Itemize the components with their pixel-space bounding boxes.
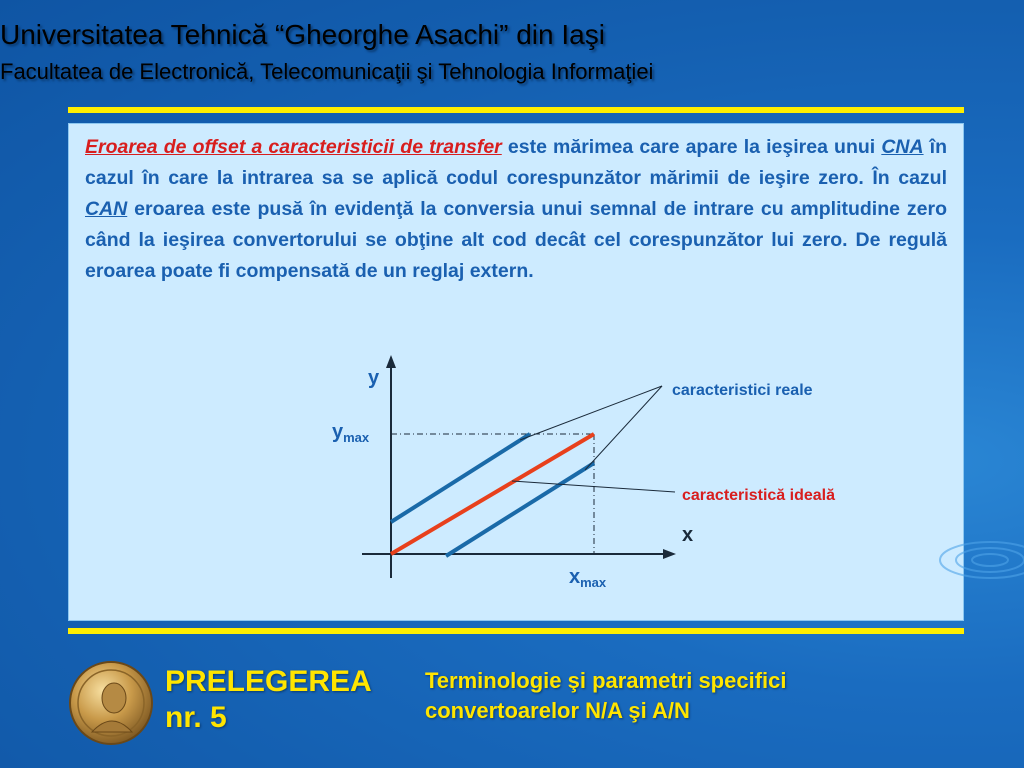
text-part-3: eroarea este pusă în evidenţă la conversia unui semnal de intrare cu amplitudine zero când la ieşirea convertorului se obţine alt cod decât cel corespunzător lui zero. De regulă eroarea poate fi compensată de un reglaj extern. [85, 198, 947, 282]
x-axis-label: x [682, 524, 694, 546]
water-ripple-decoration [930, 500, 1024, 620]
ymax-sub: max [343, 430, 370, 445]
xmax-label [569, 566, 607, 590]
x-axis-arrow [663, 549, 676, 559]
y-axis-arrow [386, 355, 396, 368]
leader-real-lower [585, 386, 662, 470]
medal-portrait-icon [68, 660, 154, 746]
ideal-characteristic-label: caracteristică ideală [682, 487, 835, 504]
real-characteristic-upper [391, 434, 530, 522]
lecture-title [165, 664, 372, 736]
lecture-line-1: PRELEGEREA [165, 665, 372, 698]
lecture-topic [425, 666, 787, 726]
text-part-1: este mărimea care apare la ieşirea unui [501, 136, 882, 158]
text-part-2: în cazul în care la intrarea sa se aplică codul corespunzător mărimii de ieşire zero. În cazul [85, 136, 948, 189]
ymax-base: y [332, 421, 344, 443]
can-highlight: CAN [85, 198, 128, 220]
leader-real-upper [520, 386, 662, 440]
cna-highlight: CNA [881, 136, 924, 158]
faculty-subtitle: Facultatea de Electronică, Telecomunicaţii şi Tehnologia Informaţiei [0, 59, 654, 84]
university-title: Universitatea Tehnică “Gheorghe Asachi” din Iaşi [0, 19, 605, 50]
lecture-line-2: nr. 5 [165, 701, 227, 734]
topic-line-2: convertoarelor N/A şi A/N [425, 698, 690, 723]
real-characteristics-label: caracteristici reale [672, 382, 813, 399]
term-highlight: Eroarea de offset a caracteristicii de transfer [85, 136, 502, 158]
y-axis-label: y [368, 367, 380, 389]
ymax-label [332, 421, 370, 445]
bottom-divider [68, 628, 964, 634]
topic-line-1: Terminologie şi parametri specifici [425, 668, 787, 693]
xmax-sub: max [580, 575, 607, 590]
ideal-characteristic [391, 434, 594, 554]
xmax-base: x [569, 566, 581, 588]
